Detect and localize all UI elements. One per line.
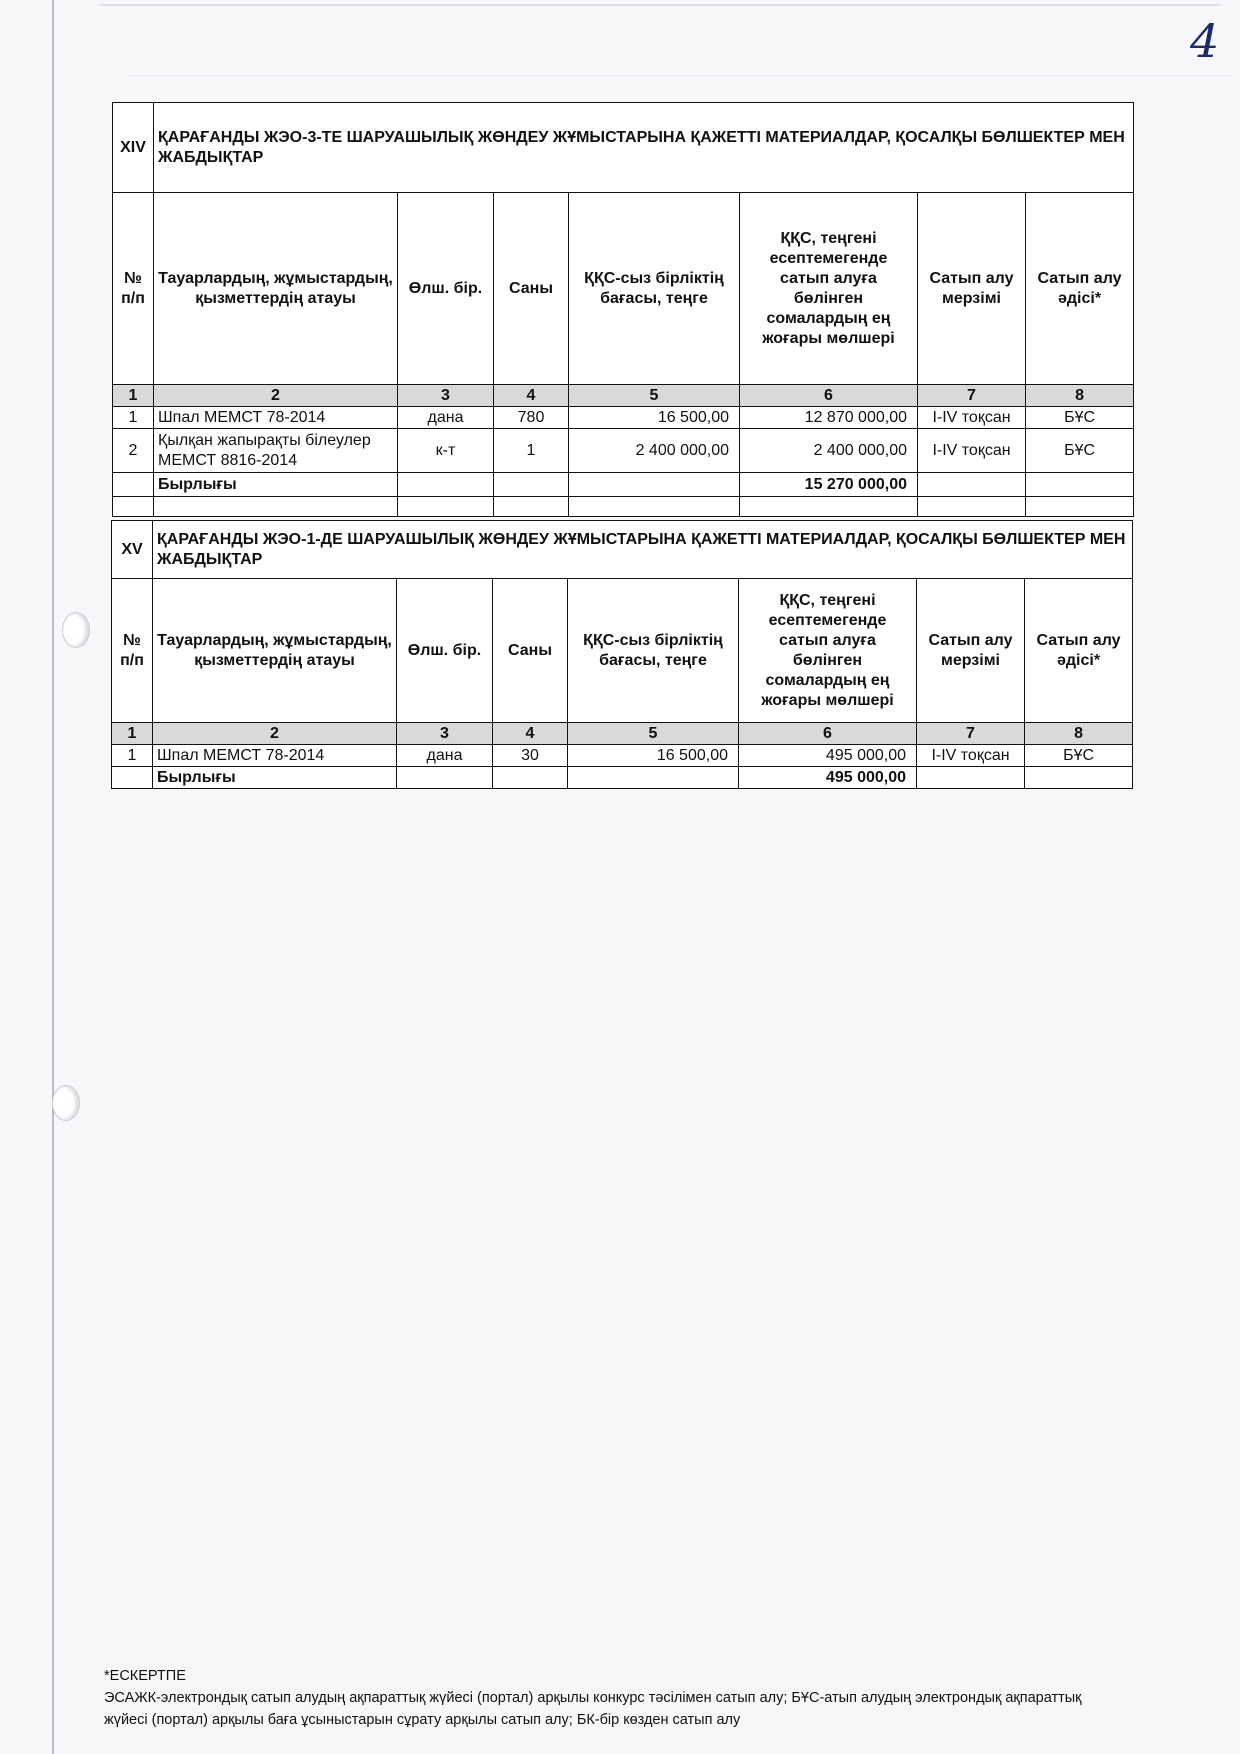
col-index: 4 bbox=[493, 723, 568, 745]
total-label: Бырлығы bbox=[153, 767, 397, 789]
col-header-name: Тауарлардың, жұмыстардың, қызметтердің атауы bbox=[153, 579, 397, 723]
column-index-row bbox=[113, 385, 1134, 407]
cell-unit: дана bbox=[398, 407, 494, 429]
col-index: 8 bbox=[1026, 385, 1134, 407]
cell-number: 1 bbox=[112, 745, 153, 767]
column-header-row bbox=[113, 193, 1134, 385]
col-header-number: № п/п bbox=[113, 193, 154, 385]
total-row bbox=[112, 767, 1133, 789]
cell-method: БҰС bbox=[1025, 745, 1133, 767]
col-header-quantity: Саны bbox=[494, 193, 569, 385]
cell-unit: к-т bbox=[398, 429, 494, 473]
col-header-max-amount: ҚҚС, теңгені есептемегенде сатып алуға бөлінген сомалардың ең жоғары мөлшері bbox=[739, 579, 917, 723]
table-row bbox=[113, 407, 1134, 429]
col-header-unit: Өлш. бір. bbox=[397, 579, 493, 723]
section-title: ҚАРАҒАНДЫ ЖЭО-3-ТЕ ШАРУАШЫЛЫҚ ЖӨНДЕУ ЖҰМЫСТАРЫНА ҚАЖЕТТІ МАТЕРИАЛДАР, ҚОСАЛҚЫ БӨЛШЕКТЕР МЕН ЖАБДЫҚТАР bbox=[154, 103, 1134, 193]
cell-name: Қылқан жапырақты білеулер МЕМСТ 8816-2014 bbox=[154, 429, 398, 473]
col-header-quantity: Саны bbox=[493, 579, 568, 723]
cell-method: БҰС bbox=[1026, 429, 1134, 473]
total-amount: 495 000,00 bbox=[739, 767, 917, 789]
spacer-row bbox=[113, 497, 1134, 517]
procurement-table-xv bbox=[111, 520, 1133, 789]
column-index-row bbox=[112, 723, 1133, 745]
col-header-period: Сатып алу мерзімі bbox=[918, 193, 1026, 385]
cell-quantity: 780 bbox=[494, 407, 569, 429]
section-header-row bbox=[113, 103, 1134, 193]
col-index: 1 bbox=[112, 723, 153, 745]
cell-method: БҰС bbox=[1026, 407, 1134, 429]
cell-quantity: 30 bbox=[493, 745, 568, 767]
cell-name: Шпал МЕМСТ 78-2014 bbox=[154, 407, 398, 429]
section-number: XV bbox=[112, 521, 153, 579]
cell-max-amount: 2 400 000,00 bbox=[740, 429, 918, 473]
col-header-method: Сатып алу әдісі* bbox=[1026, 193, 1134, 385]
table-row bbox=[112, 745, 1133, 767]
scan-fold-line bbox=[130, 75, 1230, 76]
section-title: ҚАРАҒАНДЫ ЖЭО-1-ДЕ ШАРУАШЫЛЫҚ ЖӨНДЕУ ЖҰМЫСТАРЫНА ҚАЖЕТТІ МАТЕРИАЛДАР, ҚОСАЛҚЫ БӨЛШЕКТЕР МЕН ЖАБДЫҚТАР bbox=[153, 521, 1133, 579]
col-index: 6 bbox=[739, 723, 917, 745]
col-header-unit-price: ҚҚС-сыз бірліктің бағасы, теңге bbox=[569, 193, 740, 385]
col-index: 7 bbox=[917, 723, 1025, 745]
scan-top-line bbox=[100, 4, 1220, 6]
col-header-method: Сатып алу әдісі* bbox=[1025, 579, 1133, 723]
col-header-number: № п/п bbox=[112, 579, 153, 723]
cell-number: 1 bbox=[113, 407, 154, 429]
col-index: 3 bbox=[398, 385, 494, 407]
col-index: 5 bbox=[569, 385, 740, 407]
scan-page-edge bbox=[52, 0, 54, 1754]
cell-period: I-IV тоқсан bbox=[918, 429, 1026, 473]
column-header-row bbox=[112, 579, 1133, 723]
cell-unit-price: 16 500,00 bbox=[569, 407, 740, 429]
punch-hole bbox=[52, 1085, 80, 1121]
col-index: 3 bbox=[397, 723, 493, 745]
col-header-unit: Өлш. бір. bbox=[398, 193, 494, 385]
total-label: Бырлығы bbox=[154, 473, 398, 497]
col-index: 8 bbox=[1025, 723, 1133, 745]
col-index: 2 bbox=[153, 723, 397, 745]
col-header-max-amount: ҚҚС, теңгені есептемегенде сатып алуға бөлінген сомалардың ең жоғары мөлшері bbox=[740, 193, 918, 385]
table-row bbox=[113, 429, 1134, 473]
cell-max-amount: 495 000,00 bbox=[739, 745, 917, 767]
col-index: 5 bbox=[568, 723, 739, 745]
col-header-name: Тауарлардың, жұмыстардың, қызметтердің атауы bbox=[154, 193, 398, 385]
section-number: XIV bbox=[113, 103, 154, 193]
col-index: 1 bbox=[113, 385, 154, 407]
footnote-title: *ЕСКЕРТПЕ bbox=[104, 1668, 186, 1684]
section-header-row bbox=[112, 521, 1133, 579]
cell-quantity: 1 bbox=[494, 429, 569, 473]
cell-number: 2 bbox=[113, 429, 154, 473]
col-index: 4 bbox=[494, 385, 569, 407]
col-index: 7 bbox=[918, 385, 1026, 407]
cell-max-amount: 12 870 000,00 bbox=[740, 407, 918, 429]
total-amount: 15 270 000,00 bbox=[740, 473, 918, 497]
col-index: 2 bbox=[154, 385, 398, 407]
footnote bbox=[104, 1665, 1114, 1731]
procurement-table-xiv bbox=[112, 102, 1134, 517]
cell-unit-price: 2 400 000,00 bbox=[569, 429, 740, 473]
handwritten-page-number: 4 bbox=[1190, 14, 1220, 68]
cell-unit-price: 16 500,00 bbox=[568, 745, 739, 767]
col-index: 6 bbox=[740, 385, 918, 407]
cell-period: I-IV тоқсан bbox=[918, 407, 1026, 429]
punch-hole bbox=[62, 612, 90, 648]
cell-name: Шпал МЕМСТ 78-2014 bbox=[153, 745, 397, 767]
footnote-text: ЭСАЖК-электрондық сатып алудың ақпараттық жүйесі (портал) арқылы конкурс тәсілімен сатып алу; БҰС-атып алудың электрондық ақпараттық жүйесі (портал) арқылы баға ұсыныстарын сұрату арқылы сатып алу; БК-бір көзден сатып алу bbox=[104, 1690, 1082, 1728]
cell-unit: дана bbox=[397, 745, 493, 767]
cell-period: I-IV тоқсан bbox=[917, 745, 1025, 767]
total-row bbox=[113, 473, 1134, 497]
col-header-period: Сатып алу мерзімі bbox=[917, 579, 1025, 723]
col-header-unit-price: ҚҚС-сыз бірліктің бағасы, теңге bbox=[568, 579, 739, 723]
